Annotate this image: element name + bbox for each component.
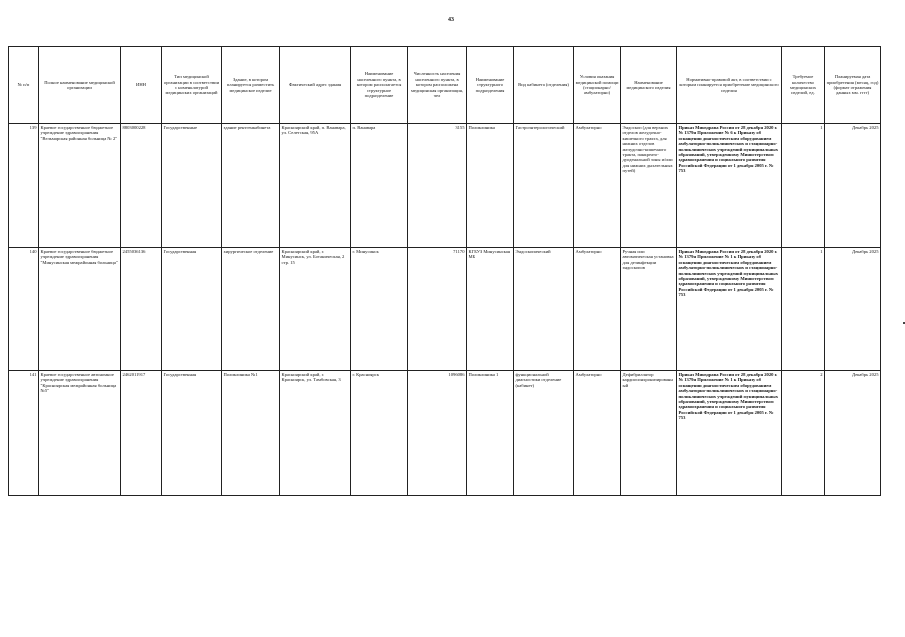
equipment-table (8, 46, 881, 496)
quantity: 2 (782, 371, 825, 496)
population: 1096086 (408, 371, 467, 496)
quantity: 1 (782, 248, 825, 371)
locality: г. Красноярск (351, 371, 408, 496)
column-header: Полное наименование медицинской организации (39, 47, 121, 124)
unit: КГБУЗ Минусинская МБ (467, 248, 514, 371)
inn: 8803000228 (121, 124, 162, 248)
org-type: Государственная (162, 248, 222, 371)
column-header: Требуемое количество медицинских изделий, ед. (782, 47, 825, 124)
legal-act: Приказ Минздрава России от 28 декабря 2020 г. № 1379н Приложение № 6 к Приказу об оснащении диагностическим оборудованием амбулаторно-поликлинических и стационарно-поликлинических учреждений муниципальных образований, утвержденному Министерством здравоохранения и социального развития Российской Федерации от 1 декабря 2005 г. № 753 (677, 124, 782, 248)
org-name: Краевое государственное бюджетное учреждение здравоохранения "Вельмарская районная больница № 2" (39, 124, 121, 248)
column-header: № п/п (9, 47, 39, 124)
purchase-date: Декабрь 2025 (825, 371, 881, 496)
device: Эндоскоп (для верхних отделов желудочно-кишечного тракта, для нижних отделов желудочно-кишечного тракта, панкреато-дуоденальной зоны и/или для нижних дыхательных путей) (621, 124, 677, 248)
column-header: Фактический адрес здания (280, 47, 351, 124)
table-row (9, 124, 881, 248)
row-number: 139 (9, 124, 39, 248)
column-header: ИНН (121, 47, 162, 124)
table-row (9, 248, 881, 371)
device: Дефибриллятор кардиосинхронизированный (621, 371, 677, 496)
device: Ручная или автоматическая установка для дезинфекции эндоскопов (621, 248, 677, 371)
population: 3155 (408, 124, 467, 248)
inn: 2462011917 (121, 371, 162, 496)
inn: 2455036136 (121, 248, 162, 371)
org-type: Государственная (162, 371, 222, 496)
column-header: Наименование медицинского изделия (621, 47, 677, 124)
conditions: Амбулаторно (574, 371, 621, 496)
legal-act: Приказ Минздрава России от 28 декабря 2020 г. № 1379н Приложение № 1 к Приказу об оснащении диагностическим оборудованием амбулаторно-поликлинических и стационарно-поликлинических учреждений муниципальных образований, утвержденному Министерством здравоохранения и социального развития Российской Федерации от 1 декабря 2005 г. № 753 (677, 371, 782, 496)
unit: Поликлиника (467, 124, 514, 248)
locality: г. Минусинск (351, 248, 408, 371)
header-row (9, 47, 881, 124)
legal-act: Приказ Минздрава России от 28 декабря 2020 г. № 1379н Приложение № 1 к Приказу об оснащении диагностическим оборудованием амбулаторно-поликлинических и стационарно-поликлинических учреждений муниципальных образований, утвержденному Министерством здравоохранения и социального развития Российской Федерации от 1 декабря 2005 г. № 753 (677, 248, 782, 371)
address: Красноярский край, п. Ванавара, ул. Селетская, 95А (280, 124, 351, 248)
column-header: Нормативно-правовой акт, в соответствии с которым планируется приобретение медицинского изделия (677, 47, 782, 124)
conditions: Амбулаторно (574, 248, 621, 371)
cabinet: функциональной диагностики отделение (кабинет) (514, 371, 574, 496)
purchase-date: Декабрь 2025 (825, 124, 881, 248)
page-number: 43 (448, 17, 454, 23)
address: Красноярский край, г. Минусинск, ул. Ботаническая, 2 стр. 15 (280, 248, 351, 371)
column-header: Наименование населенного пункта, в котором располагается структурное подразделение (351, 47, 408, 124)
column-header: Тип медицинской организации в соответствии с номенклатурой медицинских организаций (162, 47, 222, 124)
org-name: Краевое государственное бюджетное учреждение здравоохранения "Минусинская межрайонная больница" (39, 248, 121, 371)
address: Красноярский край, г. Красноярск, ул. Тамбовская, 3 (280, 371, 351, 496)
cabinet: Гастроэнтерологический (514, 124, 574, 248)
cabinet: Эндоскопический (514, 248, 574, 371)
locality: п. Ванавара (351, 124, 408, 248)
org-type: Государственные (162, 124, 222, 248)
org-name: Краевое государственное автономное учреждение здравоохранения "Красноярская межрайонная больница №5" (39, 371, 121, 496)
column-header: Численность населения населенного пункта, в котором расположена медицинская организация, чел (408, 47, 467, 124)
conditions: Амбулаторно (574, 124, 621, 248)
building: хирургическое отделение (222, 248, 280, 371)
column-header: Условия оказания медицинской помощи (стационарно/ амбулаторно) (574, 47, 621, 124)
quantity: 1 (782, 124, 825, 248)
building: Поликлиника №1 (222, 371, 280, 496)
unit: Поликлиника 1 (467, 371, 514, 496)
column-header: Планируемая дата приобретения (месяц, год) (формат отражения данных мм. гггг) (825, 47, 881, 124)
building: здание рентгенкабинета (222, 124, 280, 248)
population: 71170 (408, 248, 467, 371)
column-header: Здание, в котором планируется разместить медицинское изделие (222, 47, 280, 124)
column-header: Вид кабинета (отделения) (514, 47, 574, 124)
column-header: Наименование структурного подразделения (467, 47, 514, 124)
row-number: 140 (9, 248, 39, 371)
row-number: 141 (9, 371, 39, 496)
purchase-date: Декабрь 2025 (825, 248, 881, 371)
table-row (9, 371, 881, 496)
